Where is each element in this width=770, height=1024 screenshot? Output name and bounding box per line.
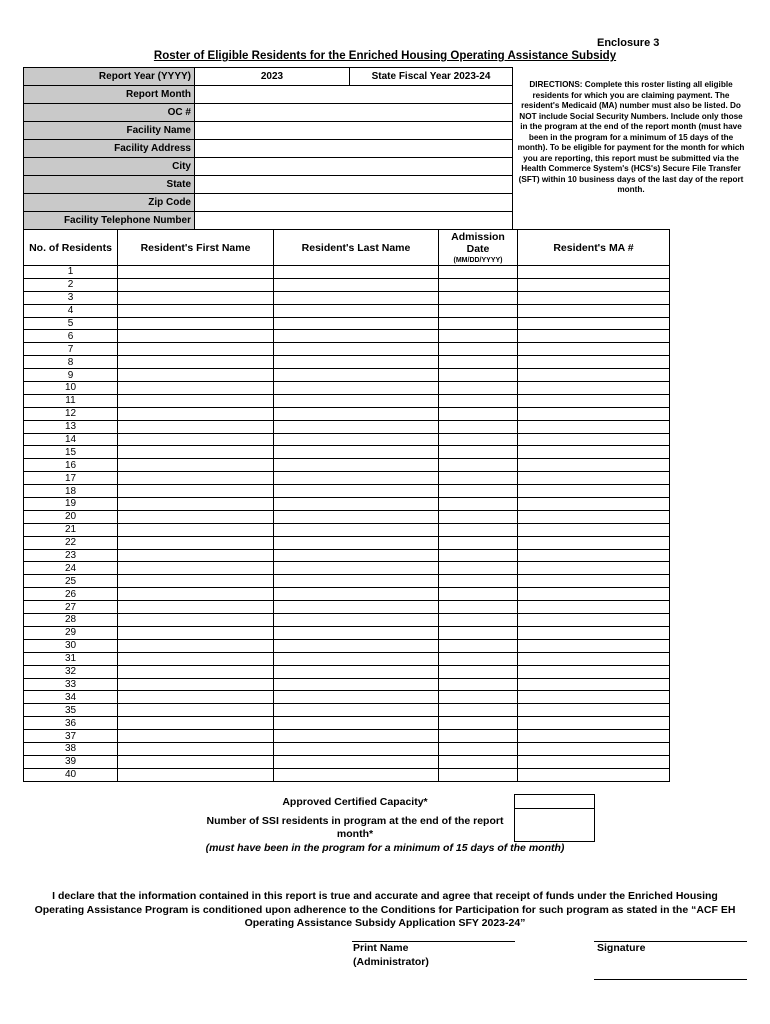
facility-name-label: Facility Name (24, 122, 195, 140)
row-number: 27 (24, 601, 118, 614)
admission-date-cell[interactable] (439, 485, 518, 498)
col-header-last-name: Resident's Last Name (274, 230, 439, 266)
first-name-cell[interactable] (118, 459, 274, 472)
last-name-cell[interactable] (274, 382, 439, 395)
row-number: 29 (24, 626, 118, 639)
row-number: 35 (24, 704, 118, 717)
admission-date-cell[interactable] (439, 523, 518, 536)
first-name-cell[interactable] (118, 691, 274, 704)
admission-date-cell[interactable] (439, 665, 518, 678)
first-name-cell[interactable] (118, 382, 274, 395)
facility-address-label: Facility Address (24, 140, 195, 158)
first-name-cell[interactable] (118, 678, 274, 691)
state-field[interactable] (195, 176, 513, 194)
last-name-cell[interactable] (274, 291, 439, 304)
table-row (24, 575, 670, 588)
last-name-cell[interactable] (274, 755, 439, 768)
ma-number-cell[interactable] (518, 485, 670, 498)
administrator-text: (Administrator) (353, 955, 429, 968)
ma-number-cell[interactable] (518, 369, 670, 382)
last-name-cell[interactable] (274, 549, 439, 562)
row-number: 32 (24, 665, 118, 678)
ma-number-cell[interactable] (518, 575, 670, 588)
table-row (24, 304, 670, 317)
ma-number-cell[interactable] (518, 278, 670, 291)
ma-number-cell[interactable] (518, 382, 670, 395)
last-name-cell[interactable] (274, 407, 439, 420)
facility-name-field[interactable] (195, 122, 513, 140)
ma-number-cell[interactable] (518, 588, 670, 601)
row-number: 2 (24, 278, 118, 291)
admission-date-cell[interactable] (439, 472, 518, 485)
admission-date-cell[interactable] (439, 704, 518, 717)
col-header-ma-number: Resident's MA # (518, 230, 670, 266)
first-name-cell[interactable] (118, 562, 274, 575)
first-name-cell[interactable] (118, 575, 274, 588)
admission-date-cell[interactable] (439, 278, 518, 291)
table-row (24, 433, 670, 446)
first-name-cell[interactable] (118, 485, 274, 498)
city-field[interactable] (195, 158, 513, 176)
table-row (24, 614, 670, 627)
last-name-cell[interactable] (274, 266, 439, 279)
table-row (24, 498, 670, 511)
ma-number-cell[interactable] (518, 626, 670, 639)
admission-date-cell[interactable] (439, 626, 518, 639)
first-name-cell[interactable] (118, 498, 274, 511)
last-name-cell[interactable] (274, 614, 439, 627)
last-name-cell[interactable] (274, 330, 439, 343)
admission-date-cell[interactable] (439, 549, 518, 562)
last-name-cell[interactable] (274, 343, 439, 356)
last-name-cell[interactable] (274, 369, 439, 382)
table-row (24, 485, 670, 498)
print-name-label (353, 942, 429, 969)
admission-date-cell[interactable] (439, 601, 518, 614)
enclosure-label: Enclosure 3 (597, 37, 660, 49)
resident-roster-table (23, 229, 670, 782)
first-name-cell[interactable] (118, 665, 274, 678)
table-row (24, 407, 670, 420)
row-number: 34 (24, 691, 118, 704)
last-name-cell[interactable] (274, 742, 439, 755)
row-number: 26 (24, 588, 118, 601)
row-number: 19 (24, 498, 118, 511)
admission-date-format: (MM/DD/YYYY) (453, 257, 503, 264)
row-number: 4 (24, 304, 118, 317)
last-name-cell[interactable] (274, 575, 439, 588)
admission-date-cell[interactable] (439, 382, 518, 395)
table-row (24, 472, 670, 485)
zip-code-field[interactable] (195, 194, 513, 212)
last-name-cell[interactable] (274, 523, 439, 536)
table-row (24, 459, 670, 472)
row-number: 3 (24, 291, 118, 304)
table-row (24, 549, 670, 562)
row-number: 21 (24, 523, 118, 536)
col-header-admission-date: Admission Date (MM/DD/YYYY) (439, 230, 518, 266)
row-number: 5 (24, 317, 118, 330)
admission-date-cell[interactable] (439, 755, 518, 768)
row-number: 20 (24, 510, 118, 523)
table-row (24, 730, 670, 743)
table-row (24, 768, 670, 781)
table-row (24, 588, 670, 601)
last-name-cell[interactable] (274, 717, 439, 730)
table-row (24, 639, 670, 652)
admission-date-cell[interactable] (439, 768, 518, 781)
table-row (24, 420, 670, 433)
last-name-cell[interactable] (274, 562, 439, 575)
row-number: 22 (24, 536, 118, 549)
state-label: State (24, 176, 195, 194)
last-name-cell[interactable] (274, 678, 439, 691)
ma-number-cell[interactable] (518, 394, 670, 407)
first-name-cell[interactable] (118, 266, 274, 279)
ma-number-cell[interactable] (518, 665, 670, 678)
first-name-cell[interactable] (118, 614, 274, 627)
ma-number-cell[interactable] (518, 691, 670, 704)
admission-date-cell[interactable] (439, 459, 518, 472)
admission-date-cell[interactable] (439, 510, 518, 523)
admission-date-cell[interactable] (439, 652, 518, 665)
ma-number-cell[interactable] (518, 639, 670, 652)
last-name-cell[interactable] (274, 536, 439, 549)
first-name-cell[interactable] (118, 601, 274, 614)
report-year-field[interactable]: 2023 (195, 68, 350, 86)
row-number: 39 (24, 755, 118, 768)
col-header-number: No. of Residents (24, 230, 118, 266)
row-number: 14 (24, 433, 118, 446)
ma-number-cell[interactable] (518, 678, 670, 691)
last-name-cell[interactable] (274, 356, 439, 369)
last-name-cell[interactable] (274, 588, 439, 601)
ma-number-cell[interactable] (518, 266, 670, 279)
last-name-cell[interactable] (274, 498, 439, 511)
oc-number-field[interactable] (195, 104, 513, 122)
admission-date-cell[interactable] (439, 407, 518, 420)
row-number: 15 (24, 446, 118, 459)
last-name-cell[interactable] (274, 317, 439, 330)
table-row (24, 330, 670, 343)
ma-number-cell[interactable] (518, 304, 670, 317)
ma-number-cell[interactable] (518, 730, 670, 743)
first-name-cell[interactable] (118, 420, 274, 433)
admission-date-cell[interactable] (439, 304, 518, 317)
row-number: 12 (24, 407, 118, 420)
table-row (24, 382, 670, 395)
first-name-cell[interactable] (118, 704, 274, 717)
admission-date-cell[interactable] (439, 498, 518, 511)
report-year-label: Report Year (YYYY) (24, 68, 195, 86)
table-row (24, 317, 670, 330)
last-name-cell[interactable] (274, 472, 439, 485)
row-number: 16 (24, 459, 118, 472)
table-row (24, 742, 670, 755)
ma-number-cell[interactable] (518, 717, 670, 730)
table-row (24, 291, 670, 304)
row-number: 33 (24, 678, 118, 691)
last-name-cell[interactable] (274, 601, 439, 614)
last-name-cell[interactable] (274, 510, 439, 523)
last-name-cell[interactable] (274, 652, 439, 665)
ma-number-cell[interactable] (518, 291, 670, 304)
first-name-cell[interactable] (118, 433, 274, 446)
first-name-cell[interactable] (118, 755, 274, 768)
admission-date-cell[interactable] (439, 266, 518, 279)
row-number: 6 (24, 330, 118, 343)
first-name-cell[interactable] (118, 317, 274, 330)
table-row (24, 562, 670, 575)
zip-code-label: Zip Code (24, 194, 195, 212)
first-name-cell[interactable] (118, 717, 274, 730)
last-name-cell[interactable] (274, 459, 439, 472)
last-name-cell[interactable] (274, 768, 439, 781)
row-number: 10 (24, 382, 118, 395)
last-name-cell[interactable] (274, 704, 439, 717)
ma-number-cell[interactable] (518, 742, 670, 755)
table-row (24, 755, 670, 768)
admission-date-cell[interactable] (439, 343, 518, 356)
first-name-cell[interactable] (118, 394, 274, 407)
admission-date-cell[interactable] (439, 730, 518, 743)
capacity-label: Approved Certified Capacity* (282, 796, 428, 808)
first-name-cell[interactable] (118, 446, 274, 459)
admission-date-cell[interactable] (439, 639, 518, 652)
last-name-cell[interactable] (274, 691, 439, 704)
last-name-cell[interactable] (274, 420, 439, 433)
table-row (24, 601, 670, 614)
row-number: 1 (24, 266, 118, 279)
first-name-cell[interactable] (118, 588, 274, 601)
first-name-cell[interactable] (118, 768, 274, 781)
admission-date-cell[interactable] (439, 291, 518, 304)
report-month-field[interactable] (195, 86, 513, 104)
table-row (24, 446, 670, 459)
row-number: 24 (24, 562, 118, 575)
last-name-cell[interactable] (274, 665, 439, 678)
ma-number-cell[interactable] (518, 523, 670, 536)
row-number: 38 (24, 742, 118, 755)
capacity-field[interactable] (514, 794, 595, 809)
row-number: 11 (24, 394, 118, 407)
first-name-cell[interactable] (118, 639, 274, 652)
page-title: Roster of Eligible Residents for the Enriched Housing Operating Assistance Subsidy (153, 50, 617, 62)
first-name-cell[interactable] (118, 523, 274, 536)
col-header-first-name: Resident's First Name (118, 230, 274, 266)
declaration-text: I declare that the information contained in this report is true and accurate and agree that receipt of funds under the Enriched Housing Operating Assistance Program is conditioned upon adherence to the Conditions for Participation for such program as stated in the “ACF EH Operating Assistance Subsidy Application SFY 2023-24” (34, 890, 736, 929)
last-name-cell[interactable] (274, 394, 439, 407)
ma-number-cell[interactable] (518, 356, 670, 369)
row-number: 9 (24, 369, 118, 382)
facility-address-field[interactable] (195, 140, 513, 158)
table-row (24, 523, 670, 536)
first-name-cell[interactable] (118, 304, 274, 317)
first-name-cell[interactable] (118, 730, 274, 743)
row-number: 23 (24, 549, 118, 562)
ma-number-cell[interactable] (518, 459, 670, 472)
ma-number-cell[interactable] (518, 407, 670, 420)
row-number: 18 (24, 485, 118, 498)
ma-number-cell[interactable] (518, 317, 670, 330)
first-name-cell[interactable] (118, 330, 274, 343)
row-number: 30 (24, 639, 118, 652)
row-number: 17 (24, 472, 118, 485)
ma-number-cell[interactable] (518, 330, 670, 343)
report-month-label: Report Month (24, 86, 195, 104)
admission-date-cell[interactable] (439, 356, 518, 369)
table-row (24, 278, 670, 291)
last-name-cell[interactable] (274, 730, 439, 743)
first-name-cell[interactable] (118, 407, 274, 420)
table-row (24, 678, 670, 691)
row-number: 40 (24, 768, 118, 781)
admission-date-cell[interactable] (439, 446, 518, 459)
table-row (24, 691, 670, 704)
row-number: 8 (24, 356, 118, 369)
table-row (24, 266, 670, 279)
first-name-cell[interactable] (118, 472, 274, 485)
table-row (24, 394, 670, 407)
row-number: 25 (24, 575, 118, 588)
first-name-cell[interactable] (118, 510, 274, 523)
admission-date-cell[interactable] (439, 369, 518, 382)
first-name-cell[interactable] (118, 549, 274, 562)
admission-date-cell[interactable] (439, 717, 518, 730)
telephone-field[interactable] (195, 212, 513, 230)
admission-date-cell[interactable] (439, 394, 518, 407)
table-row (24, 626, 670, 639)
admission-date-cell[interactable] (439, 678, 518, 691)
first-name-cell[interactable] (118, 343, 274, 356)
fiscal-year-label: State Fiscal Year 2023-24 (350, 68, 513, 86)
admission-date-cell[interactable] (439, 742, 518, 755)
row-number: 13 (24, 420, 118, 433)
first-name-cell[interactable] (118, 278, 274, 291)
admission-date-cell[interactable] (439, 536, 518, 549)
last-name-cell[interactable] (274, 304, 439, 317)
table-row (24, 510, 670, 523)
row-number: 31 (24, 652, 118, 665)
table-row (24, 665, 670, 678)
oc-number-label: OC # (24, 104, 195, 122)
ssi-residents-label: Number of SSI residents in program at the end of the report month* (206, 815, 504, 840)
table-row (24, 536, 670, 549)
last-name-cell[interactable] (274, 639, 439, 652)
admission-date-cell[interactable] (439, 330, 518, 343)
row-number: 28 (24, 614, 118, 627)
table-row (24, 704, 670, 717)
first-name-cell[interactable] (118, 652, 274, 665)
ssi-residents-field[interactable] (514, 808, 595, 842)
ma-number-cell[interactable] (518, 510, 670, 523)
ma-number-cell[interactable] (518, 601, 670, 614)
ma-number-cell[interactable] (518, 343, 670, 356)
ma-number-cell[interactable] (518, 704, 670, 717)
first-name-cell[interactable] (118, 742, 274, 755)
ma-number-cell[interactable] (518, 420, 670, 433)
admission-date-cell[interactable] (439, 420, 518, 433)
ma-number-cell[interactable] (518, 549, 670, 562)
first-name-cell[interactable] (118, 369, 274, 382)
admission-date-cell[interactable] (439, 588, 518, 601)
last-name-cell[interactable] (274, 485, 439, 498)
signature-lower-line (594, 979, 747, 980)
table-row (24, 343, 670, 356)
admission-date-cell[interactable] (439, 575, 518, 588)
last-name-cell[interactable] (274, 433, 439, 446)
first-name-cell[interactable] (118, 356, 274, 369)
ma-number-cell[interactable] (518, 472, 670, 485)
city-label: City (24, 158, 195, 176)
row-number: 37 (24, 730, 118, 743)
admission-date-cell[interactable] (439, 433, 518, 446)
admission-date-cell[interactable] (439, 614, 518, 627)
first-name-cell[interactable] (118, 536, 274, 549)
ma-number-cell[interactable] (518, 755, 670, 768)
print-name-text: Print Name (353, 942, 409, 954)
minimum-days-note: (must have been in the program for a minimum of 15 days of the month) (205, 842, 565, 854)
ma-number-cell[interactable] (518, 562, 670, 575)
signature-label: Signature (597, 942, 646, 954)
ma-number-cell[interactable] (518, 614, 670, 627)
facility-info-table (23, 67, 513, 230)
first-name-cell[interactable] (118, 291, 274, 304)
table-row (24, 717, 670, 730)
ma-number-cell[interactable] (518, 498, 670, 511)
ma-number-cell[interactable] (518, 536, 670, 549)
admission-date-cell[interactable] (439, 317, 518, 330)
directions-text: DIRECTIONS: Complete this roster listing all eligible residents for which you are claiming payment. The resident's Medicaid (MA) number must also be listed. Do NOT include Social Security Numbers. Include only those in the program at the end of the report month (must have been in the program for a minimum of 15 days of the month). To be eligible for payment for the month for which you are reporting, this report must be submitted via the Health Commerce System's (HCS's) Secure File Transfer (SFT) within 10 business days of the last day of the report month. (517, 80, 745, 194)
table-row (24, 369, 670, 382)
row-number: 7 (24, 343, 118, 356)
table-row (24, 356, 670, 369)
last-name-cell[interactable] (274, 446, 439, 459)
ma-number-cell[interactable] (518, 652, 670, 665)
ma-number-cell[interactable] (518, 446, 670, 459)
row-number: 36 (24, 717, 118, 730)
table-row (24, 652, 670, 665)
first-name-cell[interactable] (118, 626, 274, 639)
last-name-cell[interactable] (274, 278, 439, 291)
ma-number-cell[interactable] (518, 768, 670, 781)
admission-date-cell[interactable] (439, 562, 518, 575)
admission-date-cell[interactable] (439, 691, 518, 704)
last-name-cell[interactable] (274, 626, 439, 639)
telephone-label: Facility Telephone Number (24, 212, 195, 230)
ma-number-cell[interactable] (518, 433, 670, 446)
